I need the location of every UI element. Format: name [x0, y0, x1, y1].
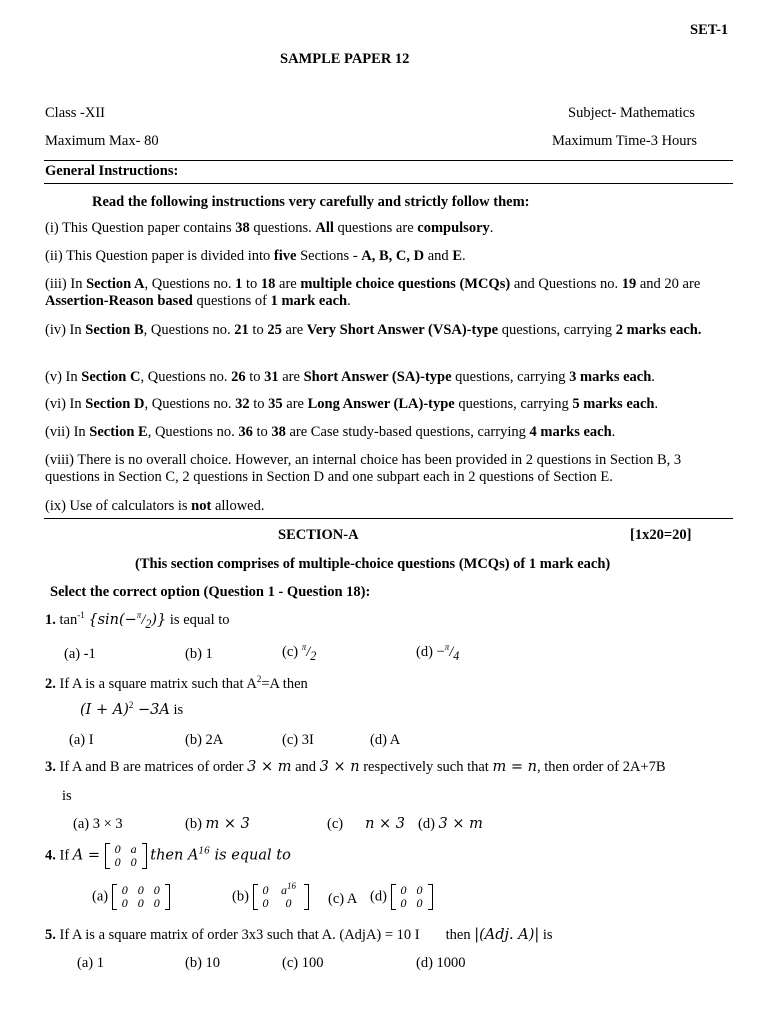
q4-option-a: (a) 0 0 0 0 0 0: [92, 884, 170, 910]
q1-option-d: $(d) -^\pi/_4$: [416, 642, 460, 663]
question-3: 3. If A and B are matrices of order 3 × m and 3 × n respectively such that m = n, then order of 2A+7B: [45, 759, 666, 775]
divider: [44, 183, 733, 184]
section-subtitle: (This section comprises of multiple-choice questions (MCQs) of 1 mark each): [135, 556, 611, 572]
class-label: Class -XII: [45, 105, 106, 121]
matrix-b: 0 $a^{16}$ 0 0: [253, 884, 309, 910]
instruction-viii: (viii) There is no overall choice. However, an internal choice has been provided in 2 questions in Section B, 3 questions in Section C, 2 questions in Section D and one subpart each in 2 questions of Section E.: [45, 452, 682, 485]
matrix-a: 0 a 0 0: [105, 843, 147, 869]
max-time-label: Maximum Time-3 Hours: [552, 133, 698, 149]
q5-option-a: (a) 1: [77, 955, 104, 971]
instructions-heading: General Instructions:: [45, 163, 179, 179]
page-title: SAMPLE PAPER 12: [280, 51, 410, 67]
question-5: 5. If A is a square matrix of order 3x3 such that A. (AdjA) = 10 I then |(Adj. A)| is: [45, 927, 553, 943]
q3-option-d: (d) 3 × m: [418, 816, 483, 832]
q3-option-c: (c) n × 3: [327, 816, 406, 832]
q5-option-b: (b) 10: [185, 955, 221, 971]
question-1: 1. $\tan^{-1} \{\sin(-^\pi/_2)\}$ is equal to: [45, 610, 230, 631]
q2-option-c: (c) 3I: [282, 732, 314, 748]
instruction-v: (v) In Section C, Questions no. 26 to 31 are Short Answer (SA)-type questions, carrying 3 marks each.: [45, 369, 655, 385]
q4-option-d: (d) 0 0 0 0: [370, 884, 433, 910]
q3-continuation: is: [62, 788, 72, 804]
q1-option-b: (b) 1: [185, 646, 213, 662]
question-4: 4. If A = 0 a 0 0 then $A^{16}$ is equal to: [45, 842, 291, 869]
q1-option-c: (c) $^\pi/_2$: [282, 642, 317, 663]
q4-option-c: (c) A: [328, 891, 358, 907]
set-label: SET-1: [690, 22, 729, 38]
q2-option-d: (d) A: [370, 732, 401, 748]
q2-option-b: (b) 2A: [185, 732, 224, 748]
q1-option-a: (a) -1: [64, 646, 96, 662]
instruction-iii: (iii) In Section A, Questions no. 1 to 18 are multiple choice questions (MCQs) and Questions no. 19 and 20 are Assertion-Reason based questions of 1 mark each.: [45, 276, 701, 309]
instruction-ix: (ix) Use of calculators is not allowed.: [45, 498, 265, 514]
section-marks: [1x20=20]: [630, 527, 692, 543]
subject-label: Subject- Mathematics: [568, 105, 695, 121]
select-instruction: Select the correct option (Question 1 - Question 18):: [50, 584, 371, 600]
q3-option-a: (a) 3 × 3: [73, 816, 123, 832]
max-marks-label: Maximum Max- 80: [45, 133, 159, 149]
matrix-d: 0 0 0 0: [391, 884, 433, 910]
q5-option-d: (d) 1000: [416, 955, 466, 971]
instruction-vi: (vi) In Section D, Questions no. 32 to 35 are Long Answer (LA)-type questions, carrying 5 marks each.: [45, 396, 659, 412]
section-title: SECTION-A: [278, 527, 359, 543]
instruction-i: (i) This Question paper contains 38 questions. All questions are compulsory.: [45, 220, 494, 236]
zero-matrix: 0 0 0 0 0 0: [112, 884, 170, 910]
question-2: 2. If A is a square matrix such that $A^2=A$ then: [45, 674, 308, 692]
q5-option-c: (c) 100: [282, 955, 324, 971]
instruction-ii: (ii) This Question paper is divided into five Sections - A, B, C, D and E.: [45, 248, 466, 264]
q2-expression: $(I + A)^2 -3A$ is: [80, 700, 184, 718]
instruction-vii: (vii) In Section E, Questions no. 36 to 38 are Case study-based questions, carrying 4 marks each.: [45, 424, 616, 440]
q4-option-b: (b) 0 $a^{16}$ 0 0: [232, 884, 309, 910]
q2-option-a: (a) I: [69, 732, 94, 748]
instructions-lead: Read the following instructions very carefully and strictly follow them:: [92, 194, 530, 210]
divider: [44, 160, 733, 161]
q3-option-b: (b) m × 3: [185, 816, 250, 832]
divider: [44, 518, 733, 519]
instruction-iv: (iv) In Section B, Questions no. 21 to 25 are Very Short Answer (VSA)-type questions, carrying 2 marks each.: [45, 322, 702, 338]
